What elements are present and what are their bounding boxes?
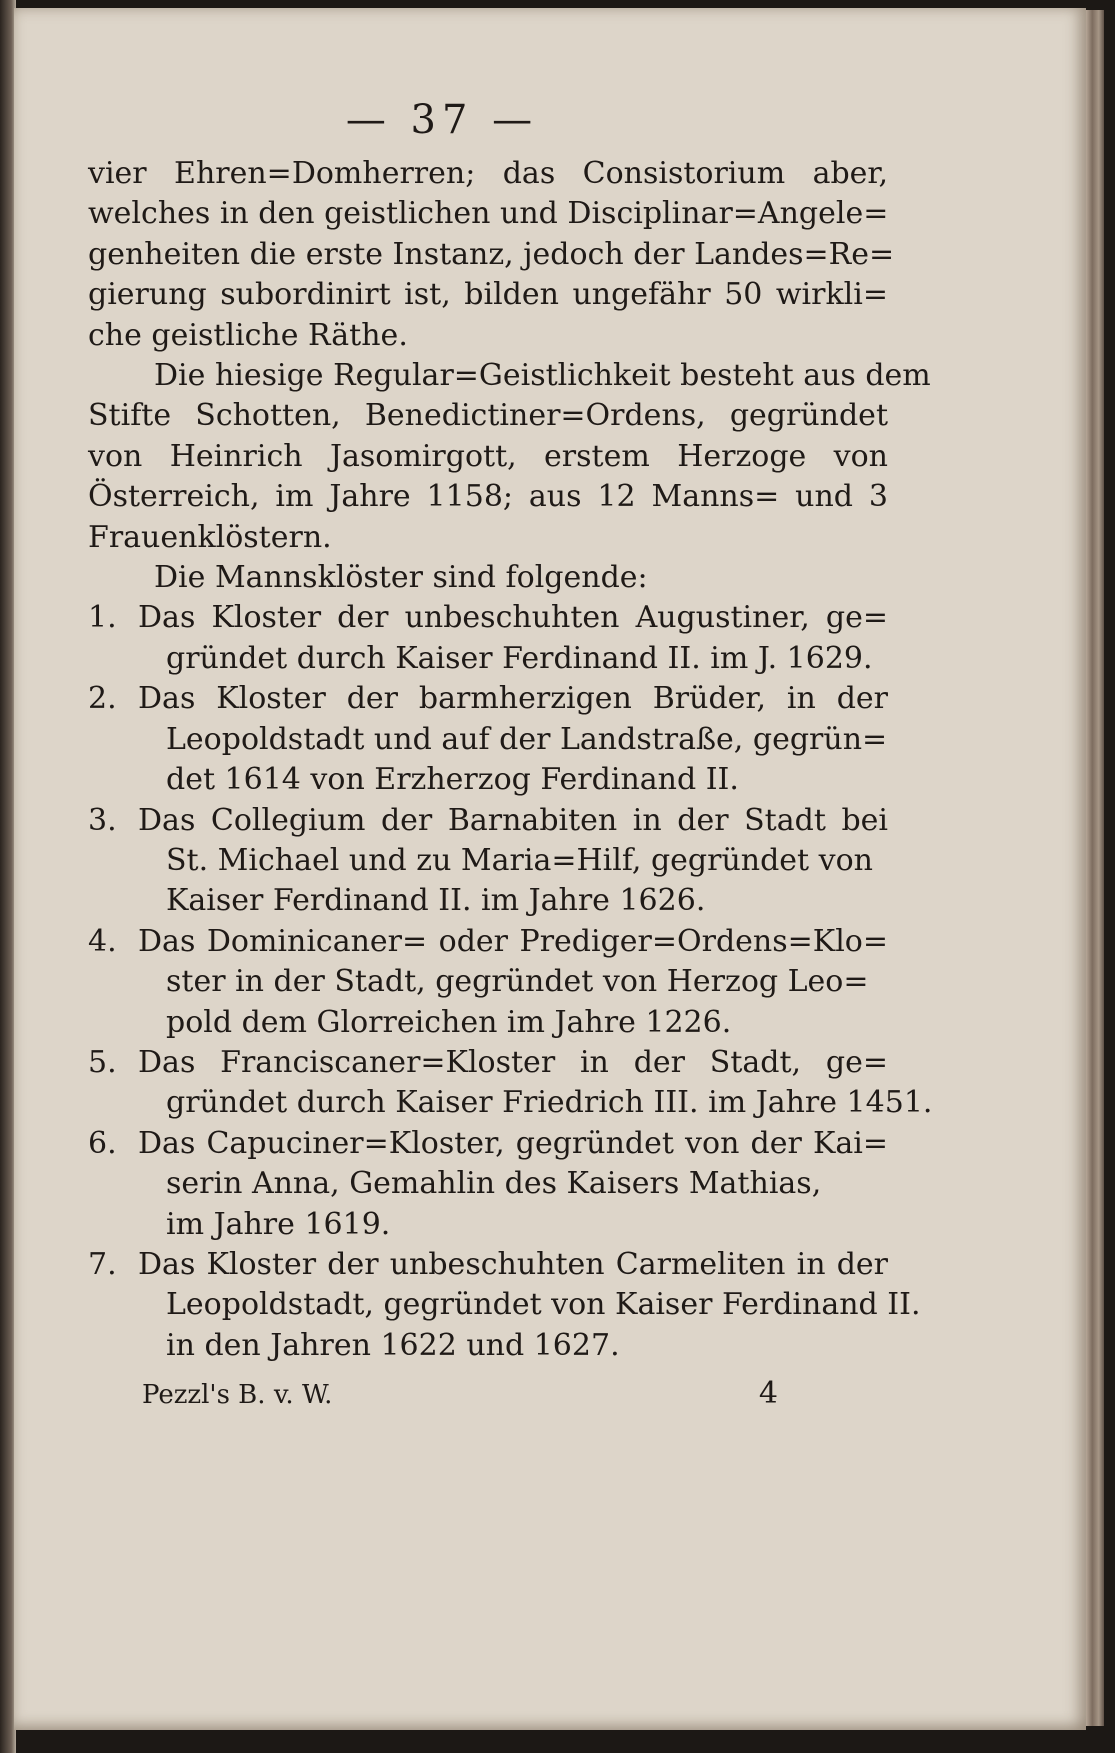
- paragraph-regular-clergy: [88, 356, 931, 558]
- text-line: pold dem Glorreichen im Jahre 1226.: [166, 1004, 732, 1040]
- text-line: Das Kloster der barmherzigen Brüder, in der: [138, 681, 888, 717]
- text-line: vier Ehren=Domherren; das Consistorium aber,: [88, 156, 888, 191]
- paragraph-consistorium: [88, 154, 895, 356]
- text-line: ster in der Stadt, gegründet von Herzog Leo=: [166, 964, 869, 1000]
- text-line: genheiten die erste Instanz, jedoch der Landes=Re=: [88, 236, 895, 272]
- text-line: Leopoldstadt und auf der Landstraße, gegrün=: [166, 721, 888, 757]
- list-item: [88, 1124, 888, 1245]
- page-number-header: — 37 —: [345, 97, 539, 143]
- list-item: [88, 679, 888, 800]
- list-item-number: 7.: [88, 1246, 117, 1282]
- list-item-number: 1.: [88, 600, 117, 636]
- text-line: Das Dominicaner= oder Prediger=Ordens=Klo=: [138, 923, 888, 959]
- page-footer: [88, 1374, 888, 1415]
- text-line: im Jahre 1619.: [166, 1206, 391, 1242]
- printer-signature: Pezzl's B. v. W.: [142, 1380, 333, 1411]
- list-item-number: 4.: [88, 923, 117, 959]
- list-item: [88, 598, 888, 679]
- list-item: [88, 1245, 921, 1366]
- text-line: Die hiesige Regular=Geistlichkeit besteht aus dem: [154, 358, 931, 394]
- text-line: gründet durch Kaiser Friedrich III. im Jahre 1451.: [166, 1085, 933, 1121]
- text-line: Das Kloster der unbeschuhten Carmeliten in der: [138, 1246, 888, 1282]
- text-line: Das Capuciner=Kloster, gegründet von der Kai=: [138, 1125, 888, 1161]
- text-line: gierung subordinirt ist, bilden ungefähr 50 wirkli=: [88, 277, 888, 313]
- text-line: che geistliche Räthe.: [88, 317, 408, 353]
- text-line: det 1614 von Erzherzog Ferdinand II.: [166, 762, 739, 798]
- text-line: Stifte Schotten, Benedictiner=Ordens, gegründet: [88, 398, 888, 434]
- text-line: Das Collegium der Barnabiten in der Stadt bei: [138, 802, 888, 838]
- text-line: Kaiser Ferdinand II. im Jahre 1626.: [166, 883, 706, 919]
- paragraph-list-intro: [88, 558, 888, 598]
- text-line: St. Michael und zu Maria=Hilf, gegründet von: [166, 842, 873, 878]
- text-line: von Heinrich Jasomirgott, erstem Herzoge von: [88, 438, 888, 474]
- list-item-number: 3.: [88, 802, 117, 838]
- page-text: [88, 92, 933, 1416]
- list-item-number: 6.: [88, 1125, 117, 1161]
- signature-mark: 4: [758, 1376, 778, 1412]
- text-line: gründet durch Kaiser Ferdinand II. im J. 1629.: [166, 640, 873, 676]
- list-item-number: 2.: [88, 681, 117, 717]
- text-line: Österreich, im Jahre 1158; aus 12 Manns= und 3: [88, 479, 888, 515]
- list-item: [88, 801, 888, 922]
- list-item-number: 5.: [88, 1044, 117, 1080]
- text-line: welches in den geistlichen und Disciplinar=Angele=: [88, 196, 889, 232]
- text-line: Die Mannsklöster sind folgende:: [154, 560, 648, 596]
- list-item: [88, 1043, 933, 1124]
- list-item: [88, 922, 888, 1043]
- text-line: serin Anna, Gemahlin des Kaisers Mathias,: [166, 1166, 822, 1202]
- text-line: Das Franciscaner=Kloster in der Stadt, ge=: [138, 1044, 888, 1080]
- text-line: Frauenklöstern.: [88, 519, 332, 555]
- monastery-list: [88, 598, 933, 1366]
- text-line: Das Kloster der unbeschuhten Augustiner, ge=: [138, 600, 888, 636]
- text-line: Leopoldstadt, gegründet von Kaiser Ferdinand II.: [166, 1287, 921, 1323]
- text-line: in den Jahren 1622 und 1627.: [166, 1327, 620, 1363]
